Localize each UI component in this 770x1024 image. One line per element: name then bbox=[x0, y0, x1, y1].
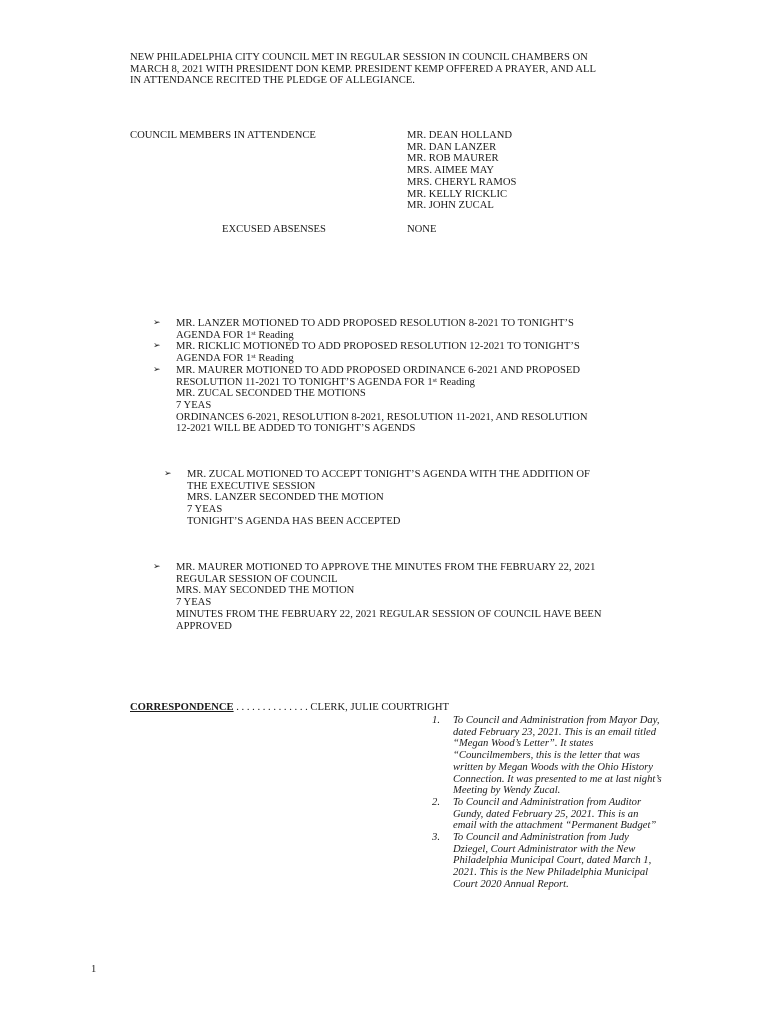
item-text: email with the attachment “Permanent Budget” bbox=[453, 820, 657, 832]
item-text: Court 2020 Annual Report. bbox=[453, 878, 569, 890]
motion-text: MRS. LANZER SECONDED THE MOTION bbox=[187, 492, 384, 504]
motion-text: AGENDA FOR 1st Reading bbox=[176, 329, 294, 341]
motion-text: REGULAR SESSION OF COUNCIL bbox=[176, 573, 338, 585]
bullet-icon: ➢ bbox=[153, 364, 161, 375]
intro-line: MARCH 8, 2021 WITH PRESIDENT DON KEMP. PRESIDENT KEMP OFFERED A PRAYER, AND ALL bbox=[130, 63, 596, 75]
motion-text: 7 YEAS bbox=[176, 597, 212, 609]
motion-text: 12-2021 WILL BE ADDED TO TONIGHT’S AGENDS bbox=[176, 423, 416, 435]
item-text: Meeting by Wendy Zucal. bbox=[453, 785, 561, 797]
attendance-label: COUNCIL MEMBERS IN ATTENDENCE bbox=[130, 130, 316, 141]
member-name: MRS. AIMEE MAY bbox=[407, 165, 495, 177]
motion-text: ORDINANCES 6-2021, RESOLUTION 8-2021, RESOLUTION 11-2021, AND RESOLUTION bbox=[176, 411, 588, 423]
excused-value: NONE bbox=[407, 224, 437, 235]
motion-text: TONIGHT’S AGENDA HAS BEEN ACCEPTED bbox=[187, 515, 401, 527]
item-text: “Megan Wood’s Letter”. It states bbox=[453, 738, 594, 750]
item-text: To Council and Administration from Mayor Day, bbox=[453, 715, 660, 726]
item-text: written by Megan Woods with the Ohio History bbox=[453, 761, 653, 773]
member-name: MRS. CHERYL RAMOS bbox=[407, 176, 517, 188]
correspondence-heading bbox=[130, 702, 449, 714]
motion-text: AGENDA FOR 1st Reading bbox=[176, 353, 294, 365]
motion-text: MR. MAURER MOTIONED TO APPROVE THE MINUTES FROM THE FEBRUARY 22, 2021 bbox=[176, 562, 596, 573]
motion-text: MR. LANZER MOTIONED TO ADD PROPOSED RESOLUTION 8-2021 TO TONIGHT’S bbox=[176, 318, 574, 329]
member-name: MR. DEAN HOLLAND bbox=[407, 130, 513, 141]
intro-line: IN ATTENDANCE RECITED THE PLEDGE OF ALLEGIANCE. bbox=[130, 75, 415, 87]
motion-text: MR. ZUCAL MOTIONED TO ACCEPT TONIGHT’S AGENDA WITH THE ADDITION OF bbox=[187, 469, 590, 480]
attendance-members bbox=[407, 130, 516, 212]
member-name: MR. JOHN ZUCAL bbox=[407, 200, 494, 212]
motion-text: RESOLUTION 11-2021 TO TONIGHT’S AGENDA FOR 1st Reading bbox=[176, 376, 475, 388]
item-text: Philadelphia Municipal Court, dated March 1, bbox=[453, 855, 652, 867]
motion-text: MR. ZUCAL SECONDED THE MOTIONS bbox=[176, 388, 366, 400]
motion-text: THE EXECUTIVE SESSION bbox=[187, 480, 316, 492]
dot-leader: . . . . . . . . . . . . . . bbox=[233, 702, 311, 713]
member-name: MR. DAN LANZER bbox=[407, 141, 497, 153]
page-number: 1 bbox=[91, 964, 97, 975]
item-number: 1. bbox=[432, 715, 440, 726]
motion-text: MINUTES FROM THE FEBRUARY 22, 2021 REGULAR SESSION OF COUNCIL HAVE BEEN bbox=[176, 608, 602, 620]
member-name: MR. KELLY RICKLIC bbox=[407, 188, 508, 200]
item-number: 2. bbox=[432, 796, 440, 808]
motion-text: MR. MAURER MOTIONED TO ADD PROPOSED ORDINANCE 6-2021 AND PROPOSED bbox=[176, 364, 580, 376]
excused-label: EXCUSED ABSENSES bbox=[222, 224, 326, 235]
bullet-icon: ➢ bbox=[153, 341, 161, 352]
intro-paragraph bbox=[130, 52, 596, 87]
item-text: “Councilmembers, this is the letter that was bbox=[453, 750, 640, 762]
motion-text: MRS. MAY SECONDED THE MOTION bbox=[176, 585, 355, 597]
bullet-icon: ➢ bbox=[153, 562, 161, 572]
member-name: MR. ROB MAURER bbox=[407, 153, 499, 165]
bullet-icon: ➢ bbox=[164, 469, 172, 479]
item-number: 3. bbox=[432, 832, 440, 843]
correspondence-title: CORRESPONDENCE bbox=[130, 702, 234, 713]
item-text: Connection. It was presented to me at last night’s bbox=[453, 773, 662, 785]
bullet-icon: ➢ bbox=[153, 318, 161, 328]
motion-text: 7 YEAS bbox=[176, 399, 212, 411]
motion-text: APPROVED bbox=[176, 620, 232, 632]
item-text: To Council and Administration from Judy bbox=[453, 832, 629, 843]
item-text: 2021. This is the New Philadelphia Municipal bbox=[453, 867, 649, 879]
intro-line: NEW PHILADELPHIA CITY COUNCIL MET IN REGULAR SESSION IN COUNCIL CHAMBERS ON bbox=[130, 52, 588, 63]
item-text: dated February 23, 2021. This is an email titled bbox=[453, 726, 657, 738]
item-text: Dziegel, Court Administrator with the New bbox=[453, 843, 636, 855]
motion-text: MR. RICKLIC MOTIONED TO ADD PROPOSED RESOLUTION 12-2021 TO TONIGHT’S bbox=[176, 341, 580, 353]
motion-text: 7 YEAS bbox=[187, 504, 223, 516]
item-text: Gundy, dated February 25, 2021. This is an bbox=[453, 808, 639, 820]
clerk-name: CLERK, JULIE COURTRIGHT bbox=[310, 702, 449, 713]
item-text: To Council and Administration from Auditor bbox=[453, 796, 642, 808]
